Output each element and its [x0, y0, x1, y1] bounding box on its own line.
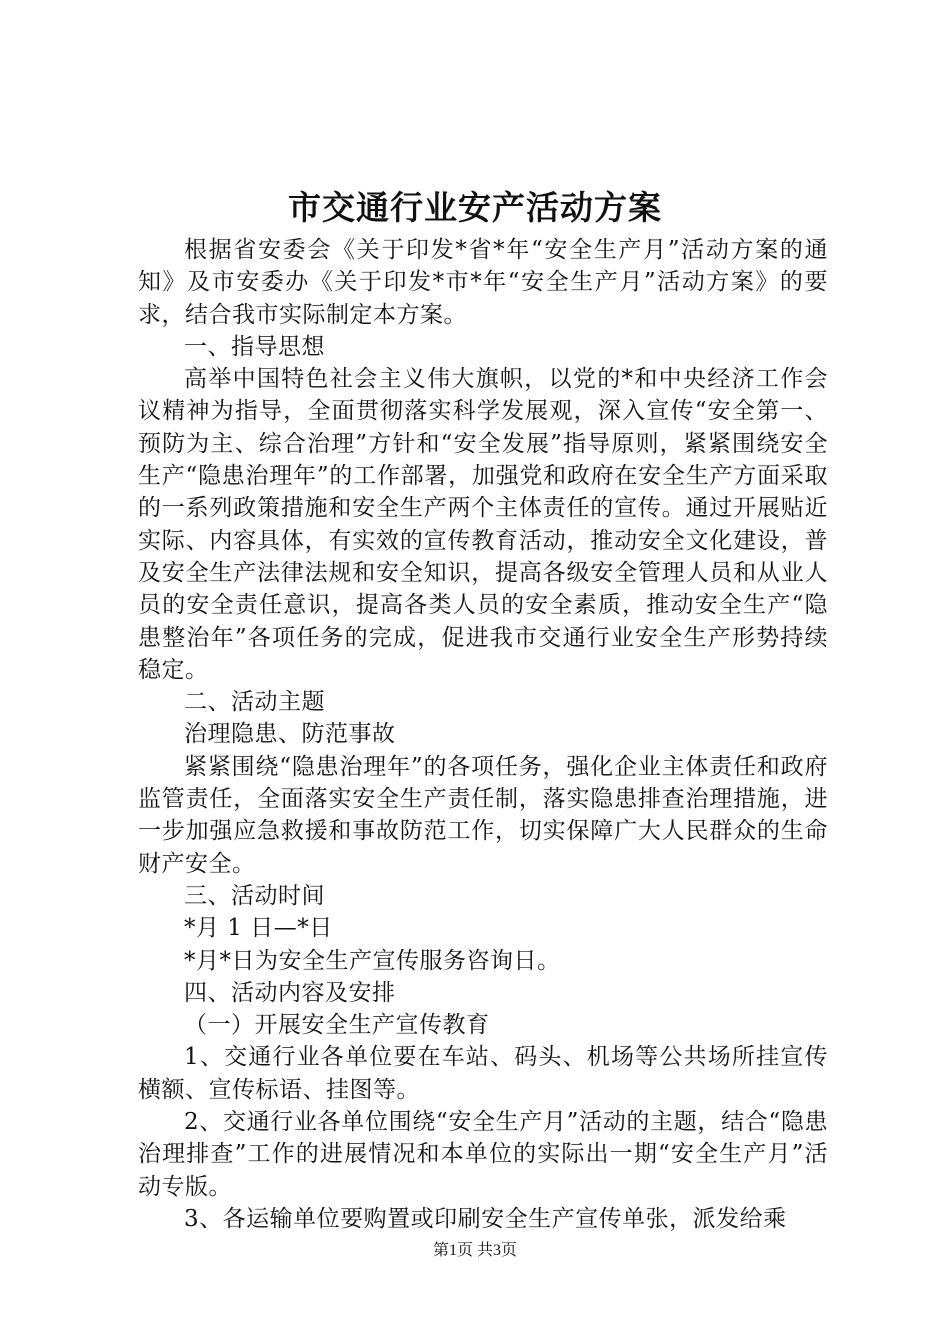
time-range-text: *月 1 日—*日: [184, 915, 333, 942]
section-heading-time: 三、活动时间: [184, 882, 325, 909]
guiding-thought-paragraph: 高举中国特色社会主义伟大旗帜，以党的*和中央经济工作会议精神为指导，全面贯彻落实科学发展观，深入宣传“安全第一、预防为主、综合治理”方针和“安全发展”指导原则，紧紧围绕安全生产“隐患治理年”的工作部署，加强党和政府在安全生产方面采取的一系列政策措施和安全生产两个主体责任的宣传。通过开展贴近实际、内容具体，有实效的宣传教育活动，推动安全文化建设，普及安全生产法律法规和安全知识，提高各级安全管理人员和从业人员的安全责任意识，提高各类人员的安全素质，推动安全生产“隐患整治年”各项任务的完成，促进我市交通行业安全生产形势持续稳定。: [138, 366, 828, 683]
list-item-1: 1、交通行业各单位要在车站、码头、机场等公共场所挂宣传横额、宣传标语、挂图等。: [138, 1044, 828, 1103]
list-item-2: 2、交通行业各单位围绕“安全生产月”活动的主题，结合“隐患治理排查”工作的进展情况和本单位的实际出一期“安全生产月”活动专版。: [138, 1109, 828, 1200]
section-heading-content: 四、活动内容及安排: [184, 979, 396, 1006]
document-body: [138, 234, 828, 1235]
page-footer: 第1页 共3页: [432, 1242, 517, 1259]
list-item-3: 3、各运输单位要购置或印刷安全生产宣传单张，派发给乘: [184, 1205, 787, 1232]
document-title: 市交通行业安产活动方案: [288, 188, 662, 227]
theme-paragraph: 紧紧围绕“隐患治理年”的各项任务，强化企业主体责任和政府监管责任，全面落实安全生产责任制，落实隐患排查治理措施，进一步加强应急救援和事故防范工作，切实保障广大人民群众的生命财产安全。: [138, 753, 828, 877]
section-heading-theme: 二、活动主题: [184, 689, 325, 716]
consultation-day-text: *月*日为安全生产宣传服务咨询日。: [184, 947, 561, 974]
theme-text: 治理隐患、防范事故: [184, 721, 396, 748]
intro-paragraph: 根据省安委会《关于印发*省*年“安全生产月”活动方案的通知》及市安委办《关于印发*市*年“安全生产月”活动方案》的要求，结合我市实际制定本方案。: [138, 237, 828, 328]
subsection-heading-education: （一）开展安全生产宣传教育: [184, 1012, 490, 1039]
section-heading-guiding-thought: 一、指导思想: [184, 333, 325, 360]
